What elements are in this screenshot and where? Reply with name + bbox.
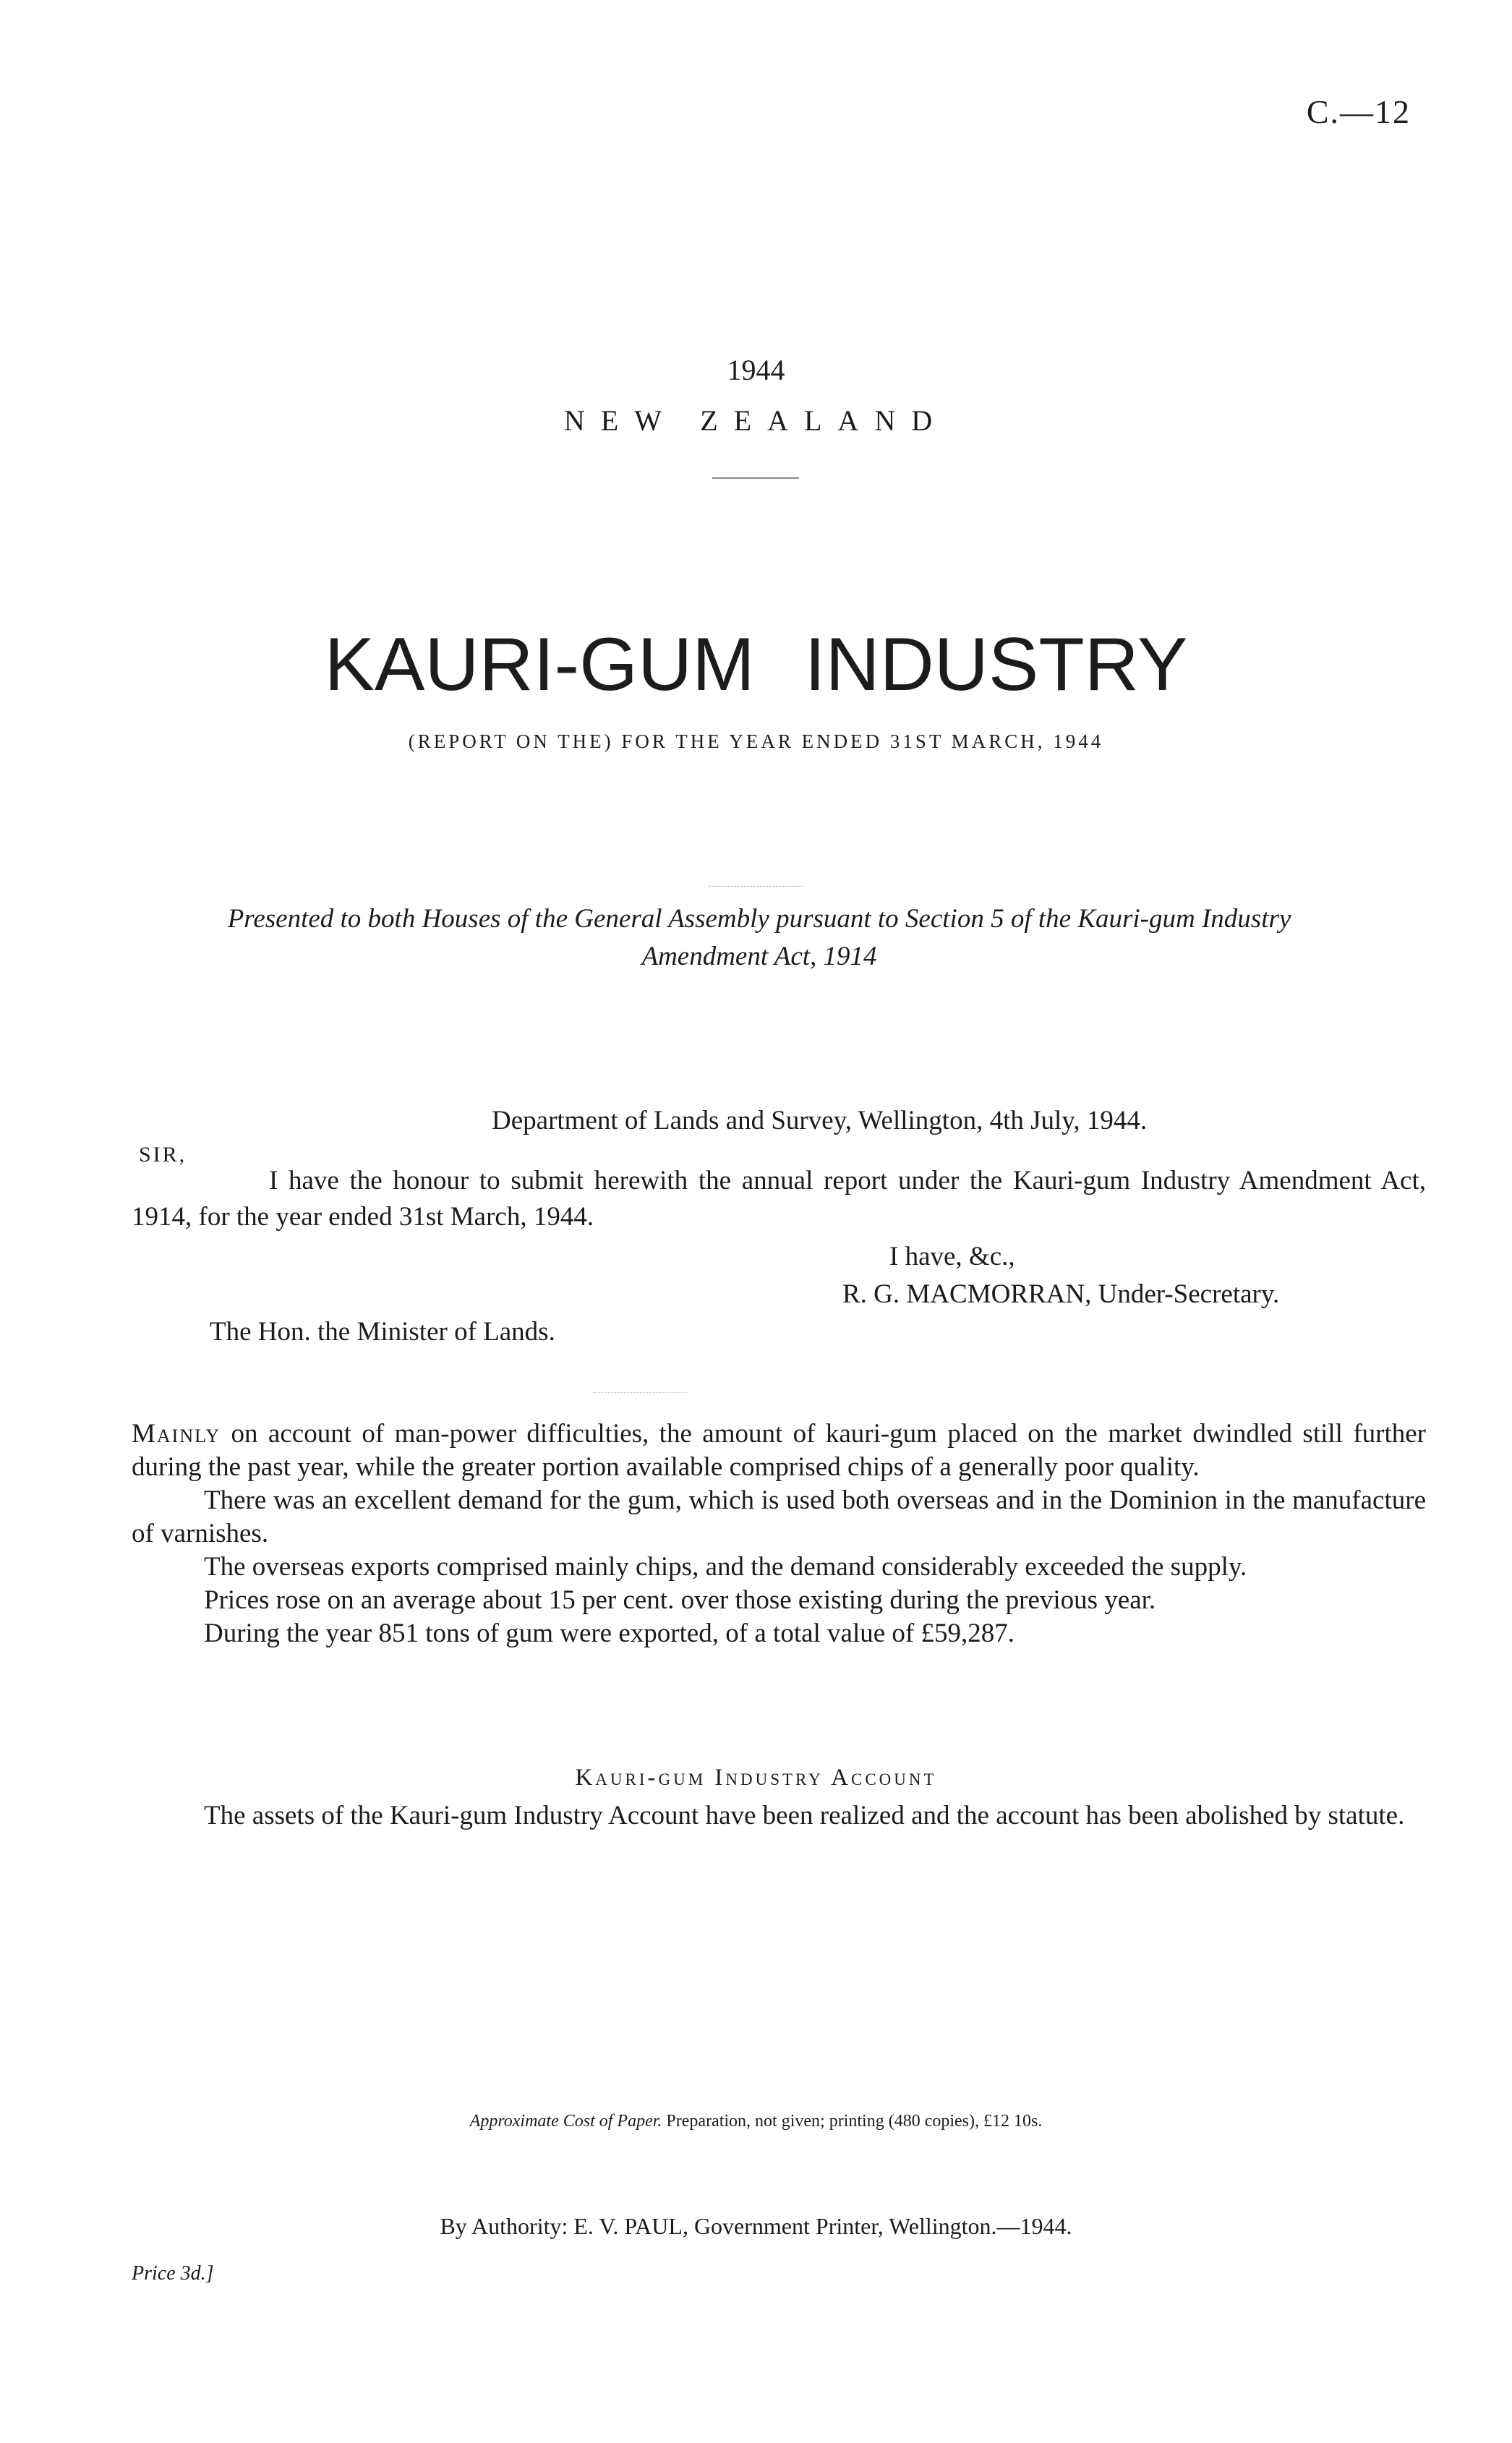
report-paragraph: There was an excellent demand for the gum, which is used both overseas and in the Dominion in the manufacture of varnishes. bbox=[132, 1485, 1426, 1548]
page-reference: C.—12 bbox=[1306, 93, 1411, 130]
divider bbox=[712, 477, 799, 479]
letter-closing: I have, &c., bbox=[889, 1242, 1015, 1271]
cost-text: Preparation, not given; printing (480 copies), £12 10s. bbox=[666, 2112, 1043, 2131]
cost-note bbox=[0, 2112, 1512, 2131]
divider bbox=[593, 1392, 687, 1393]
report-paragraph: The overseas exports comprised mainly chips, and the demand considerably exceeded the supply. bbox=[204, 1552, 1247, 1582]
country-heading: NEW ZEALAND bbox=[563, 404, 949, 437]
letter-body: I have the honour to submit herewith the annual report under the Kauri-gum Industry Amendment Act, 1914, for the year ended 31st March, 1944. bbox=[132, 1166, 1426, 1232]
divider bbox=[709, 886, 803, 887]
price-note: Price 3d.] bbox=[132, 2262, 214, 2285]
section-heading: Kauri-gum Industry Account bbox=[575, 1765, 937, 1791]
report-paragraph: Prices rose on an average about 15 per cent. over those existing during the previous year. bbox=[204, 1585, 1156, 1615]
addressee: The Hon. the Minister of Lands. bbox=[210, 1317, 555, 1347]
department-line: Department of Lands and Survey, Wellington, 4th July, 1944. bbox=[492, 1106, 1148, 1135]
printer-imprint: By Authority: E. V. PAUL, Government Printer, Wellington.—1944. bbox=[440, 2213, 1072, 2239]
salutation: SIR, bbox=[139, 1143, 187, 1167]
paragraph-text: on account of man-power difficulties, the amount of kauri-gum placed on the market dwindled still further during the past year, while the greater portion available comprised chips of a generally poor quality. bbox=[132, 1419, 1426, 1482]
lead-word: Mainly bbox=[132, 1419, 221, 1449]
subtitle: (REPORT ON THE) FOR THE YEAR ENDED 31ST MARCH, 1944 bbox=[408, 730, 1104, 752]
signature-line: R. G. MACMORRAN, Under-Secretary. bbox=[842, 1279, 1280, 1309]
main-title: KAURI-GUM INDUSTRY bbox=[324, 623, 1188, 707]
presented-statement: Presented to both Houses of the General Assembly pursuant to Section 5 of the Kauri-gum Industry Amendment Act, 1914 bbox=[227, 904, 1291, 971]
report-paragraph bbox=[132, 1417, 1426, 1484]
report-year: 1944 bbox=[727, 354, 785, 386]
cost-label: Approximate Cost of Paper. bbox=[469, 2112, 662, 2131]
report-body bbox=[132, 1417, 1426, 1650]
section-text: The assets of the Kauri-gum Industry Account have been realized and the account has been abolished by statute. bbox=[204, 1801, 1405, 1830]
report-paragraph: During the year 851 tons of gum were exported, of a total value of £59,287. bbox=[204, 1619, 1015, 1648]
